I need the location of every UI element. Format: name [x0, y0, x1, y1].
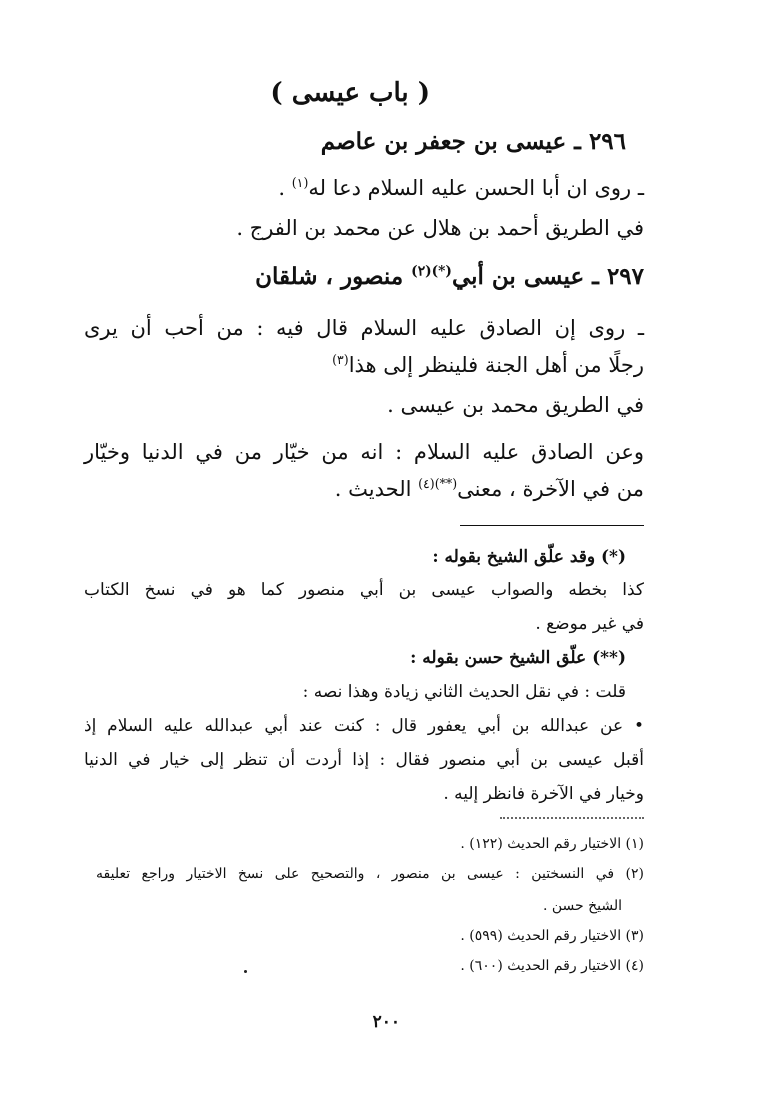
entry-heading-297-start: ٢٩٧ ـ عيسى بن أبي: [451, 263, 644, 290]
page-number: ٢٠٠: [372, 1012, 400, 1032]
note-line-5: أقبل عيسى بن أبي منصور فقال : إذا أردت أن تنظر إلى خيار في الدنيا: [84, 750, 644, 770]
entry-heading-296: ٢٩٦ ـ عيسى بن جعفر بن عاصم: [320, 128, 626, 155]
footnotes-separator: [500, 817, 644, 819]
entry-297-line-5: [335, 477, 644, 501]
note-heading-star: (*) وقد علّق الشيخ بقوله :: [432, 547, 626, 567]
note-line-6: وخيار في الآخرة فانظر إليه .: [443, 784, 644, 804]
note-heading-double-star: (**) علّق الشيخ حسن بقوله :: [410, 648, 626, 668]
footnote-ref-star-4[interactable]: (**)(٤): [418, 476, 458, 491]
footnote-ref-1[interactable]: (١): [291, 175, 309, 190]
footnote-4: (٤) الاختيار رقم الحديث (٦٠٠) .: [460, 958, 644, 974]
footnote-2: (٢) في النسختين : عيسى بن منصور ، والتصحيح على نسخ الاختيار وراجع تعليقه: [96, 866, 644, 882]
note-line-1: كذا بخطه والصواب عيسى بن أبي منصور كما هو في نسخ الكتاب: [84, 580, 644, 600]
note-line-3: قلت : في نقل الحديث الثاني زيادة وهذا نصه :: [302, 682, 626, 702]
entry-heading-297: [255, 263, 644, 290]
heading-ref-star-2[interactable]: (*)(٢): [411, 263, 452, 280]
entry-296-line-1-text: ـ روى ان أبا الحسن عليه السلام دعا له: [308, 176, 644, 200]
entry-296-line-2: في الطريق أحمد بن هلال عن محمد بن الفرج .: [236, 216, 644, 240]
entry-297-line-2-text: رجلًا من أهل الجنة فلينظر إلى هذا: [348, 353, 644, 377]
entry-297-line-5-text: من في الآخرة ، معنى: [457, 477, 644, 501]
entry-heading-297-end: منصور ، شلقان: [255, 263, 412, 290]
entry-296-line-1: [278, 176, 644, 200]
entry-297-line-2: [332, 353, 644, 377]
entry-297-line-5-end: الحديث .: [334, 477, 419, 501]
entry-297-line-3: في الطريق محمد بن عيسى .: [387, 393, 644, 417]
note-line-2: في غير موضع .: [535, 614, 644, 634]
note-line-4: • عن عبدالله بن أبي يعفور قال : كنت عند أبي عبدالله عليه السلام إذ: [84, 716, 644, 736]
notes-separator: [460, 525, 644, 526]
entry-297-line-1: ـ روى إن الصادق عليه السلام قال فيه : من أحب أن يرى: [84, 316, 644, 340]
footnote-2-continued: الشيخ حسن .: [542, 898, 622, 914]
chapter-title: ( باب عيسى ): [270, 78, 430, 108]
footnote-1: (١) الاختيار رقم الحديث (١٢٢) .: [460, 836, 644, 852]
entry-296-line-1-end: .: [278, 176, 292, 200]
scan-speck: [244, 970, 247, 973]
footnote-ref-3[interactable]: (٣): [332, 352, 349, 367]
entry-297-line-4: وعن الصادق عليه السلام : انه من خيّار من في الدنيا وخيّار: [84, 440, 644, 464]
footnote-3: (٣) الاختيار رقم الحديث (٥٩٩) .: [460, 928, 644, 944]
